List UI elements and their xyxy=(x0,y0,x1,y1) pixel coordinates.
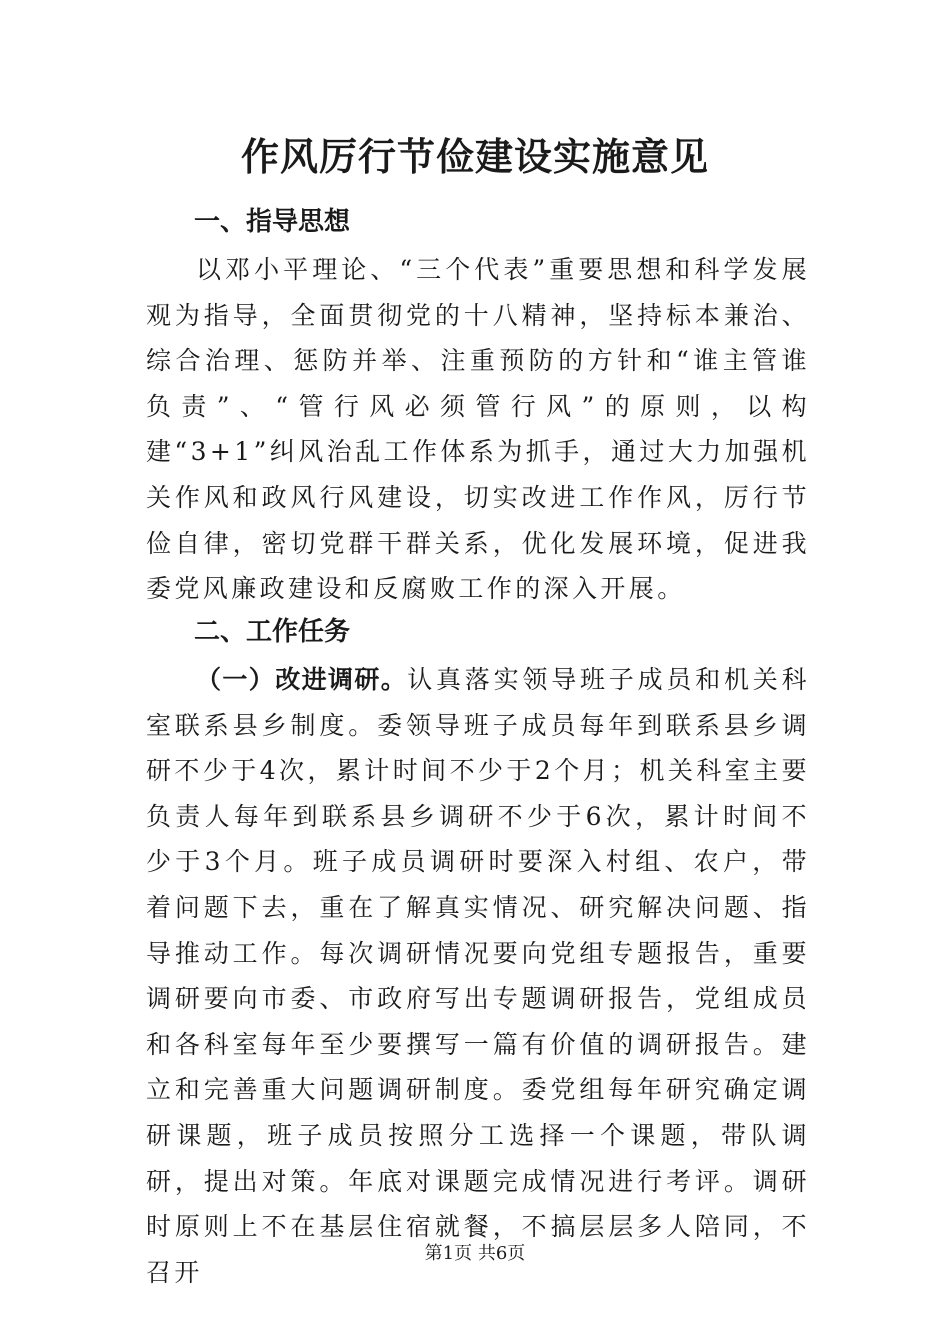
paragraph-guiding-thought: 以邓小平理论、“三个代表”重要思想和科学发展观为指导，全面贯彻党的十八精神，坚持标本兼治、综合治理、惩防并举、注重预防的方针和“谁主管谁负责”、“管行风必须管行风”的原则，以构建“3+1”纠风治乱工作体系为抓手，通过大力加强机关作风和政风行风建设，切实改进工作作风，厉行节俭自律，密切党群干群关系，优化发展环境，促进我委党风廉政建设和反腐败工作的深入开展。 xyxy=(146,255,810,604)
section-heading-work-tasks: 二、工作任务 xyxy=(194,617,351,647)
page-title: 作风厉行节俭建设实施意见 xyxy=(240,134,709,179)
section-heading-guiding-thought: 一、指导思想 xyxy=(194,207,351,237)
paragraph-body-improve-research: 认真落实领导班子成员和机关科室联系县乡制度。委领导班子成员每年到联系县乡调研不少于4次，累计时间不少于2个月；机关科室主要负责人每年到联系县乡调研不少于6次，累计时间不少于3个月。班子成员调研时要深入村组、农户，带着问题下去，重在了解真实情况、研究解决问题、指导推动工作。每次调研情况要向党组专题报告，重要调研要向市委、市政府写出专题调研报告，党组成员和各科室每年至少要撰写一篇有价值的调研报告。建立和完善重大问题调研制度。委党组每年研究确定调研课题，班子成员按照分工选择一个课题，带队调研，提出对策。年底对课题完成情况进行考评。调研时原则上不在基层住宿就餐，不搞层层多人陪同，不召开 xyxy=(146,665,810,1287)
paragraph-improve-research xyxy=(146,657,810,1295)
item-lead-improve-research: （一）改进调研。 xyxy=(196,665,408,694)
page-footer: 第1页 共6页 xyxy=(424,1243,526,1264)
